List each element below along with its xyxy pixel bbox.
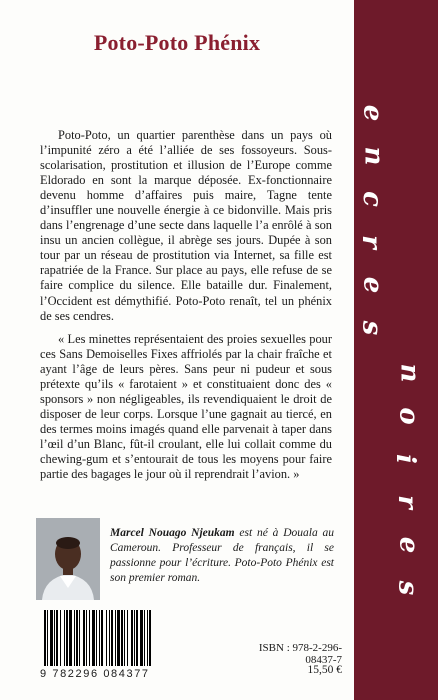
author-photo bbox=[36, 518, 100, 600]
series-letter-line1-5: s bbox=[356, 320, 387, 336]
series-letter-line1-2: c bbox=[356, 191, 387, 207]
barcode-bar bbox=[131, 610, 133, 666]
author-bio-text: est né à Douala au Cameroun. Professeur de français, il se passionne pour l’écriture. Poto-Poto Phénix est son premier roman. bbox=[110, 527, 334, 584]
barcode-bar bbox=[64, 610, 65, 666]
barcode-bar bbox=[89, 610, 90, 666]
series-letter-line1-1: n bbox=[358, 146, 389, 166]
book-title: Poto-Poto Phénix bbox=[93, 30, 261, 55]
isbn-text: ISBN : 978-2-296-08437-7 bbox=[258, 642, 342, 666]
barcode-bar bbox=[121, 610, 123, 666]
barcode-bar bbox=[74, 610, 75, 666]
barcode-bar bbox=[144, 610, 145, 666]
barcode-bar bbox=[140, 610, 143, 666]
barcode-bar bbox=[124, 610, 125, 666]
barcode-bar bbox=[69, 610, 72, 666]
excerpt-paragraph: « Les minettes représentaient des proies sexuelles pour ces Sans Demoiselles Fixes affriolés par la chair fraîche et ayant l’âge de leurs pères. Sans peur ni pudeur et sous prétexte qu’ils « farotaient » et constituaient donc des « sponsors » non négligeables, ils revendiquaient le droit de disposer de leur corps. Lorsque l’une gagnait au tiercé, en des termes moins imagés quand elle parvenait à taper dans l’œil d’un Blanc, fût-il croulant, elle lui collait comme du chewing-gum et s’entourait de tous les moyens pour faire partie des bagages le jour où il reprendrait l’avion. » bbox=[40, 332, 332, 482]
barcode-bar bbox=[56, 610, 58, 666]
barcode-bar bbox=[92, 610, 95, 666]
barcode-bar bbox=[147, 610, 148, 666]
author-portrait-image bbox=[36, 518, 100, 600]
barcode-bar bbox=[47, 610, 48, 666]
series-letter-line2-1: o bbox=[393, 407, 424, 425]
series-letter-line2-2: i bbox=[389, 454, 420, 464]
series-letter-line2-0: n bbox=[394, 363, 425, 383]
barcode-bar bbox=[66, 610, 68, 666]
barcode-bar bbox=[149, 610, 151, 666]
barcode-bar bbox=[86, 610, 87, 666]
barcode-bar bbox=[54, 610, 55, 666]
barcode-bar bbox=[106, 610, 107, 666]
barcode-digits: 9 782296 084377 bbox=[40, 668, 150, 680]
barcode-bar bbox=[76, 610, 78, 666]
series-letter-line1-4: e bbox=[357, 276, 388, 294]
barcode-bar bbox=[111, 610, 113, 666]
barcode-bar bbox=[79, 610, 80, 666]
barcode-bar bbox=[50, 610, 53, 666]
barcode-bar bbox=[83, 610, 85, 666]
author-bio bbox=[110, 526, 334, 586]
barcode-bar bbox=[117, 610, 120, 666]
barcode-bar bbox=[134, 610, 135, 666]
barcode-bar bbox=[136, 610, 138, 666]
barcode-bar bbox=[60, 610, 61, 666]
barcode-bar bbox=[115, 610, 116, 666]
barcode-image bbox=[40, 610, 190, 670]
summary-paragraph: Poto-Poto, un quartier parenthèse dans un pays où l’impunité zéro a été l’alliée de ses fossoyeurs. Sous-scolarisation, prostitution et illusion de l’Europe comme Eldorado en sont la marque déposée. Ex-fonctionnaire devenu homme d’affaires puis maire, Tagne tente d’insuffler une nouvelle énergie à ce bidonville. Mais pris dans l’engrenage d’une secte dans laquelle l’a enrôlé à son insu un ancien collègue, il abrège ses jours. Dupée à son tour par un réseau de prostitution via Internet, sa fille est rapatriée de la France. Sur place au pays, elle refuse de se faire complice du silence. Elle bataille dur. Finalement, l’Occident est démythifié. Poto-Poto renaît, tel un phénix de ses cendres. bbox=[40, 128, 332, 323]
series-letter-line1-0: e bbox=[357, 104, 388, 122]
barcode-bar bbox=[99, 610, 100, 666]
barcode-bar bbox=[109, 610, 110, 666]
price-text: 15,50 € bbox=[307, 664, 342, 676]
series-letter-line1-3: r bbox=[355, 235, 386, 249]
series-letter-line2-5: s bbox=[392, 580, 423, 596]
series-letter-line2-3: r bbox=[391, 495, 422, 509]
barcode-bar bbox=[96, 610, 97, 666]
barcode-bar bbox=[127, 610, 128, 666]
series-letter-line2-4: e bbox=[393, 536, 424, 554]
barcode-bar bbox=[44, 610, 46, 666]
author-name: Marcel Nouago Njeukam bbox=[110, 527, 235, 539]
barcode-bar bbox=[101, 610, 103, 666]
